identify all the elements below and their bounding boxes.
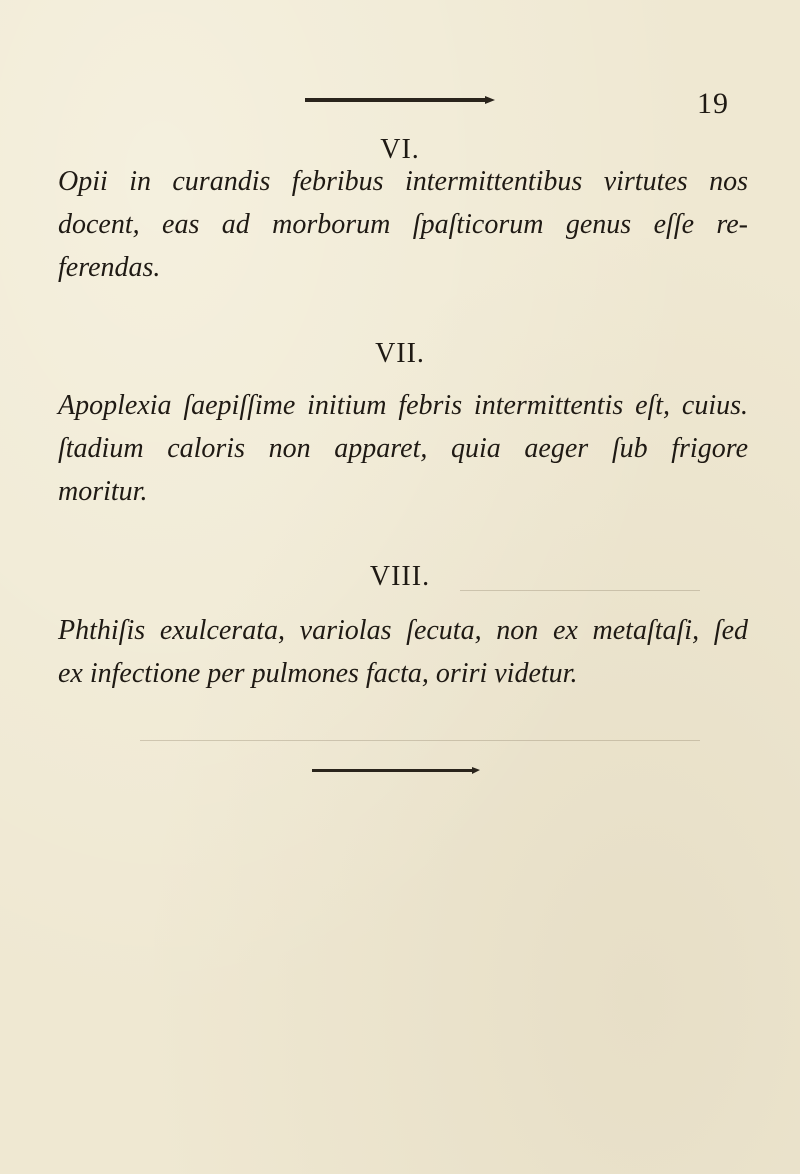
paragraph-line: ferendas. bbox=[58, 252, 161, 283]
faint-rule bbox=[140, 740, 700, 741]
paragraph-line: docent, eas ad morborum ſpaſticorum genus eſſe re- bbox=[58, 209, 748, 240]
paragraph-line: ex infectione per pulmones facta, oriri videtur. bbox=[58, 658, 578, 689]
paragraph-line: ſtadium caloris non apparet, quia aeger ſub frigore bbox=[58, 433, 748, 464]
page-number: 19 bbox=[697, 87, 729, 120]
paragraph-line: Phthiſis exulcerata, variolas ſecuta, non ex metaſtaſi, ſed bbox=[58, 615, 748, 646]
paragraph-line: Apoplexia ſaepiſſime initium febris intermittentis eſt, cuius. bbox=[58, 390, 748, 421]
paragraph-viii bbox=[58, 609, 748, 695]
section-numeral-viii: VIII. bbox=[369, 561, 431, 592]
paragraph-vii bbox=[58, 384, 748, 513]
section-numeral-vi: VI. bbox=[380, 134, 420, 165]
paragraph-vi bbox=[58, 160, 748, 289]
header-ornament-rule bbox=[305, 98, 485, 102]
section-numeral-vii: VII. bbox=[375, 338, 425, 369]
faint-rule bbox=[460, 590, 700, 591]
paragraph-line: Opii in curandis febribus intermittentibus virtutes nos bbox=[58, 166, 748, 197]
paragraph-line: moritur. bbox=[58, 476, 148, 507]
footer-ornament-rule bbox=[312, 769, 472, 772]
